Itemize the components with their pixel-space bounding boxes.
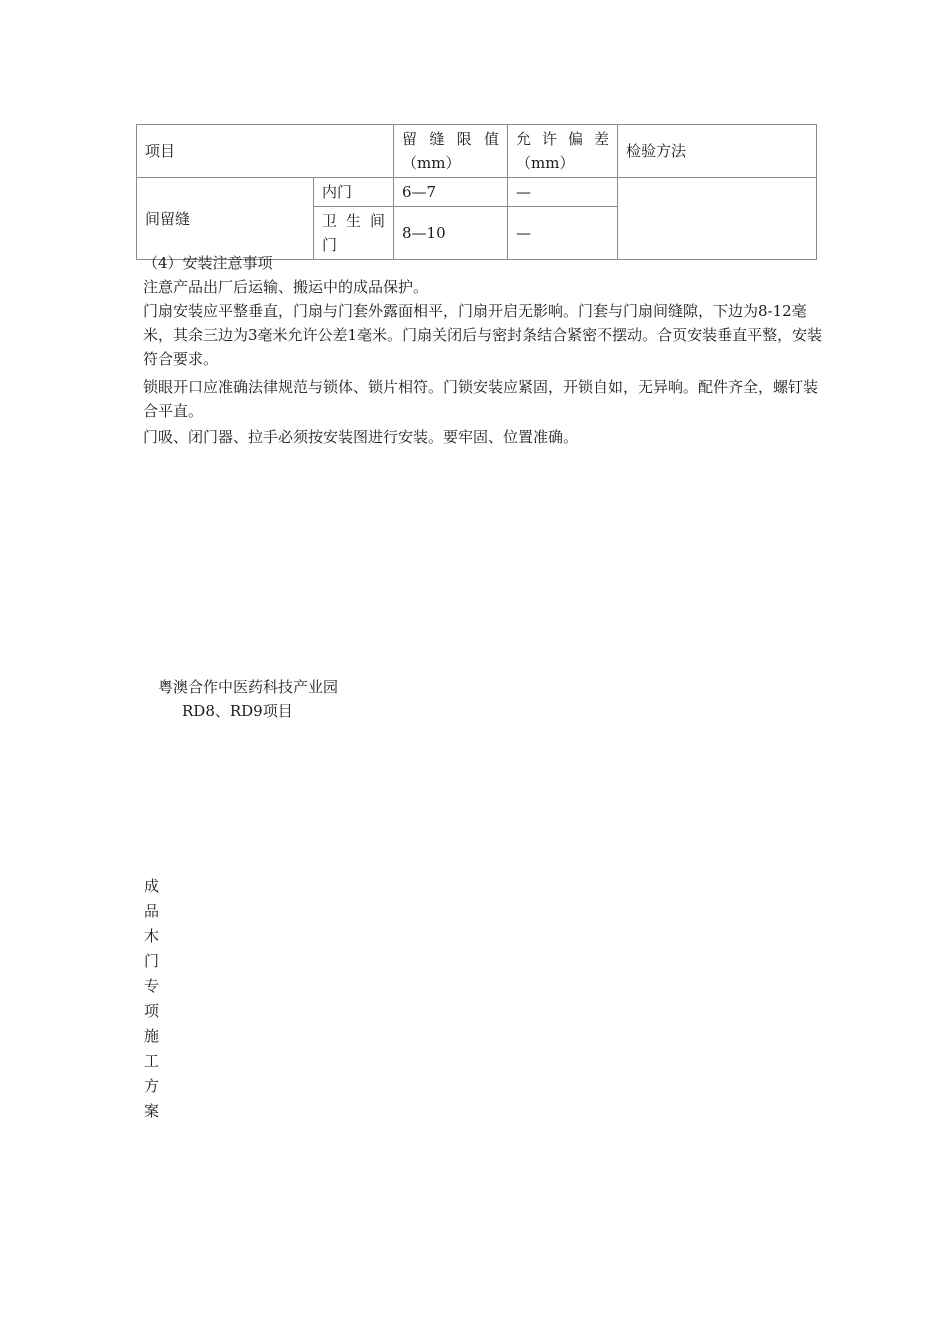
group-label-cell: 间留缝 — [137, 178, 314, 260]
table-header-row — [137, 125, 817, 178]
title-char: 木 — [144, 927, 160, 945]
title-char: 案 — [144, 1102, 160, 1120]
cover-project-line2: RD8、RD9项目 — [182, 702, 293, 720]
row-deviation-cell: — — [508, 178, 618, 207]
row-name-cell: 内门 — [314, 178, 394, 207]
method-cell — [618, 178, 817, 260]
header-item: 项目 — [137, 125, 394, 178]
header-method: 检验方法 — [618, 125, 817, 178]
section-title: （4）安装注意事项 — [143, 254, 273, 272]
title-char: 施 — [144, 1027, 160, 1045]
cover-vertical-title — [144, 874, 164, 1124]
paragraph: 门扇安装应平整垂直，门扇与门套外露面相平，门扇开启无影响。门套与门扇间缝隙，下边为8-12毫米，其余三边为3毫米允许公差1毫米。门扇关闭后与密封条结合紧密不摆动。合页安装垂直平整，安装符合要求。 — [143, 302, 823, 368]
gap-tolerance-table — [136, 124, 817, 260]
title-char: 方 — [144, 1077, 160, 1095]
title-char: 品 — [144, 902, 160, 920]
row-limit-cell: 6—7 — [394, 178, 508, 207]
row-name-line1: 卫生间 — [322, 212, 386, 230]
row-deviation-cell: — — [508, 207, 618, 260]
header-gap-limit — [394, 125, 508, 178]
title-char: 成 — [144, 877, 160, 895]
header-gap-limit-line1: 留缝限值 — [402, 130, 500, 148]
table-row — [137, 178, 817, 207]
title-char: 工 — [144, 1052, 160, 1070]
row-name-line2: 门 — [322, 236, 338, 254]
row-limit-cell: 8—10 — [394, 207, 508, 260]
title-char: 专 — [144, 977, 160, 995]
paragraph: 注意产品出厂后运输、搬运中的成品保护。 — [143, 278, 429, 296]
title-char: 项 — [144, 1002, 160, 1020]
header-deviation — [508, 125, 618, 178]
paragraph: 门吸、闭门器、拉手必须按安装图进行安装。要牢固、位置准确。 — [143, 428, 579, 446]
header-gap-limit-line2: （mm） — [402, 154, 461, 172]
paragraph: 锁眼开口应准确法律规范与锁体、锁片相符。门锁安装应紧固，开锁自如，无异响。配件齐全，螺钉装合平直。 — [143, 378, 819, 420]
header-deviation-line1: 允许偏差 — [516, 130, 610, 148]
header-deviation-line2: （mm） — [516, 154, 575, 172]
cover-project-line1: 粤澳合作中医药科技产业园 — [158, 678, 339, 696]
title-char: 门 — [144, 952, 160, 970]
